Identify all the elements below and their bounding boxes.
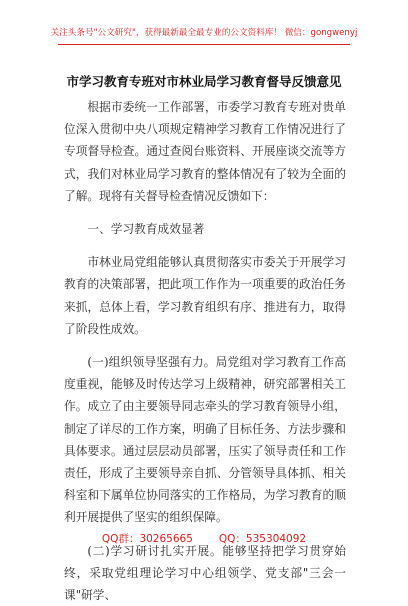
paragraph-organization: (一)组织领导坚强有力。局党组对学习教育工作高度重视，能够及时传达学习上级精神，研究部署相关工作。成立了由主要领导同志牵头的学习教育领导小组，制定了详尽的工作方案，明确了目标任务、方法步骤和具体要求。通过层层动员部署，压实了领导责任和工作责任，形成了主要领导亲自抓、分管领导具体抓、相关科室和下属单位协同落实的工作格局，为学习教育的顺利开展提供了坚实的组织保障。 xyxy=(64,355,346,525)
section-heading-1: 一、学习教育成效显著 xyxy=(87,222,205,237)
paragraph-intro: 根据市委统一工作部署，市委学习教育专班对贵单位深入贯彻中央八项规定精神学习教育工作情况进行了专项督导检查。通过查阅台账资料、开展座谈交流等方式，我们对林业局学习教育的整体情况有了较为全面的了解。现将有关督导检查情况反馈如下： xyxy=(64,100,346,203)
header-divider xyxy=(58,44,350,45)
document-body xyxy=(64,96,346,606)
footer-contact xyxy=(0,531,408,546)
paragraph-study: (二)学习研讨扎实开展。能够坚持把学习贯穿始终，采取党组理论学习中心组领学、党支部"三会一课"研学、 xyxy=(64,543,346,603)
footer-qq-number: QQ：535304092 xyxy=(218,533,307,545)
document-title: 市学习教育专班对市林业局学习教育督导反馈意见 xyxy=(66,74,342,89)
paragraph-overview: 市林业局党组能够认真贯彻落实市委关于开展学习教育的决策部署，把此项工作作为一项重要的政治任务来抓，总体上看，学习教育组织有序、推进有力，取得了阶段性成效。 xyxy=(64,255,346,336)
header-promo-note: 关注头条号"公文研究"，获得最新最全最专业的公文资料库！ 微信：gongwenyj xyxy=(50,28,358,38)
footer-qq-group: QQ群：30265665 xyxy=(101,533,193,545)
